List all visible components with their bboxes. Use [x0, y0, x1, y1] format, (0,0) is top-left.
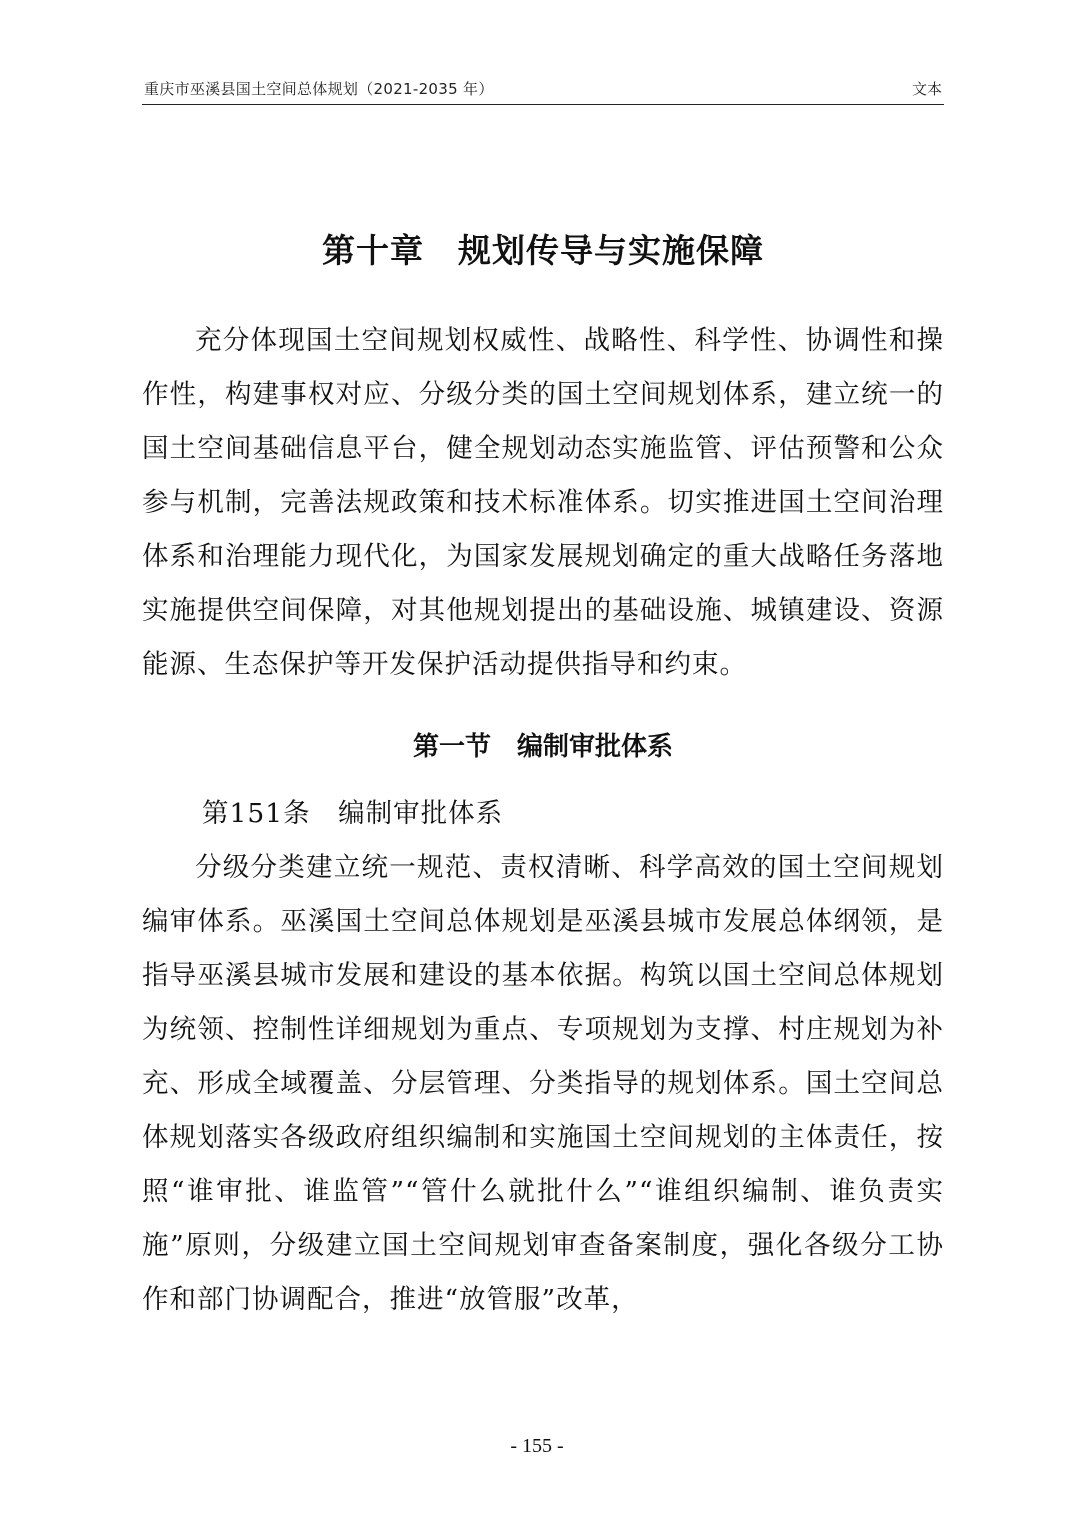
chapter-title: 第十章 规划传导与实施保障	[322, 231, 764, 270]
article-heading: 第151条 编制审批体系	[202, 798, 504, 829]
section-title: 第一节 编制审批体系	[412, 732, 673, 762]
document-title: 重庆市巫溪县国土空间总体规划（2021-2035 年）	[144, 80, 494, 98]
chapter-intro-paragraph: 充分体现国土空间规划权威性、战略性、科学性、协调性和操作性，构建事权对应、分级分类的国土空间规划体系，建立统一的国土空间基础信息平台，健全规划动态实施监管、评估预警和公众参与机制，完善法规政策和技术标准体系。切实推进国土空间治理体系和治理能力现代化，为国家发展规划确定的重大战略任务落地实施提供空间保障，对其他规划提出的基础设施、城镇建设、资源能源、生态保护等开发保护活动提供指导和约束。	[142, 325, 944, 680]
article-body-paragraph: 分级分类建立统一规范、责权清晰、科学高效的国土空间规划编审体系。巫溪国土空间总体规划是巫溪县城市发展总体纲领，是指导巫溪县城市发展和建设的基本依据。构筑以国土空间总体规划为统领、控制性详细规划为重点、专项规划为支撑、村庄规划为补充、形成全域覆盖、分层管理、分类指导的规划体系。国土空间总体规划落实各级政府组织编制和实施国土空间规划的主体责任，按照“谁审批、谁监管”“管什么就批什么”“谁组织编制、谁负责实施”原则，分级建立国土空间规划审查备案制度，强化各级分工协作和部门协调配合，推进“放管服”改革，	[142, 852, 944, 1315]
page-number: - 155 -	[510, 1435, 564, 1457]
document-type-label: 文本	[911, 80, 942, 98]
page-header	[142, 78, 944, 105]
